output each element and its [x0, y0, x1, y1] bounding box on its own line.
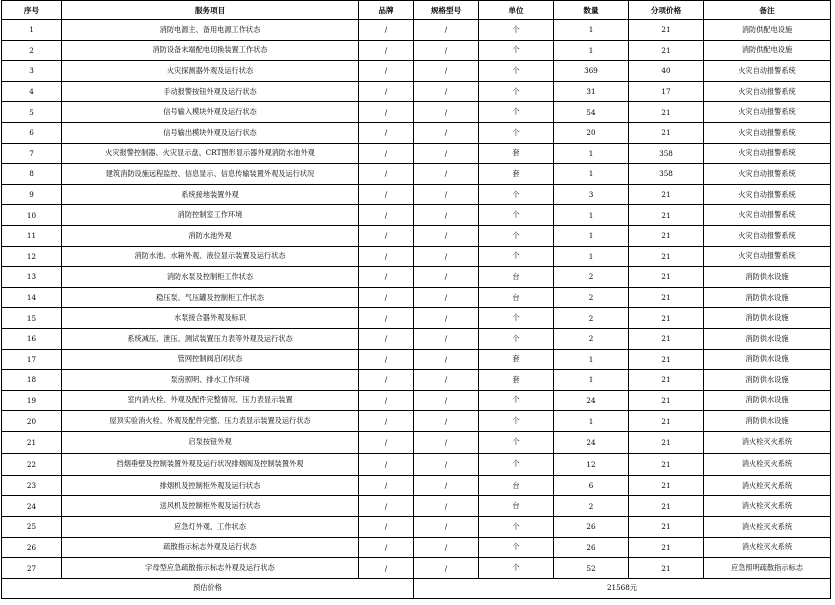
cell-brand: / [359, 225, 414, 246]
cell-note: 火灾自动报警系统 [704, 205, 831, 226]
cell-model: / [414, 308, 479, 329]
cell-brand: / [359, 205, 414, 226]
table-row [2, 370, 831, 391]
cell-brand: / [359, 164, 414, 185]
table-row [2, 287, 831, 308]
cell-brand: / [359, 558, 414, 579]
cell-unit: 个 [479, 328, 554, 349]
table-row [2, 40, 831, 61]
cell-brand: / [359, 496, 414, 517]
cell-price: 21 [629, 453, 704, 475]
cell-note: 消防供水设施 [704, 349, 831, 370]
cell-price: 21 [629, 184, 704, 205]
table-row [2, 308, 831, 329]
cell-brand: / [359, 267, 414, 288]
cell-no: 2 [2, 40, 62, 61]
cell-item: 应急灯外观、工作状态 [62, 517, 359, 538]
cell-note: 消火栓灭火系统 [704, 517, 831, 538]
cell-qty: 1 [554, 164, 629, 185]
cell-note: 消防供配电设施 [704, 20, 831, 41]
cell-item: 消防水池外观 [62, 225, 359, 246]
cell-model: / [414, 81, 479, 102]
cell-note: 消防供水设施 [704, 390, 831, 411]
cell-model: / [414, 390, 479, 411]
cell-model: / [414, 411, 479, 432]
cell-brand: / [359, 20, 414, 41]
cell-unit: 个 [479, 122, 554, 143]
cell-price: 21 [629, 20, 704, 41]
cell-item: 字母型应急疏散指示标志外观及运行状态 [62, 558, 359, 579]
header-qty: 数量 [554, 1, 629, 20]
cell-price: 21 [629, 287, 704, 308]
cell-price: 21 [629, 390, 704, 411]
cell-qty: 31 [554, 81, 629, 102]
cell-model: / [414, 20, 479, 41]
cell-model: / [414, 496, 479, 517]
cell-brand: / [359, 517, 414, 538]
cell-qty: 2 [554, 308, 629, 329]
table-row [2, 267, 831, 288]
cell-qty: 1 [554, 349, 629, 370]
cell-unit: 台 [479, 475, 554, 496]
cell-qty: 52 [554, 558, 629, 579]
cell-note: 消火栓灭火系统 [704, 453, 831, 475]
cell-qty: 26 [554, 537, 629, 558]
cell-qty: 12 [554, 453, 629, 475]
cell-price: 21 [629, 517, 704, 538]
cell-qty: 1 [554, 143, 629, 164]
table-row [2, 411, 831, 432]
cell-no: 27 [2, 558, 62, 579]
cell-note: 消防供水设施 [704, 411, 831, 432]
cell-no: 5 [2, 102, 62, 123]
cell-no: 23 [2, 475, 62, 496]
cell-unit: 个 [479, 453, 554, 475]
cell-price: 21 [629, 349, 704, 370]
cell-model: / [414, 453, 479, 475]
cell-unit: 套 [479, 143, 554, 164]
cell-qty: 369 [554, 61, 629, 82]
table-row [2, 184, 831, 205]
cell-unit: 台 [479, 287, 554, 308]
cell-brand: / [359, 537, 414, 558]
cell-note: 消防供水设施 [704, 370, 831, 391]
cell-item: 信号输出模块外观及运行状态 [62, 122, 359, 143]
table-row [2, 558, 831, 579]
cell-price: 21 [629, 328, 704, 349]
table-row [2, 390, 831, 411]
cell-no: 18 [2, 370, 62, 391]
cell-model: / [414, 370, 479, 391]
cell-price: 358 [629, 143, 704, 164]
table-row [2, 475, 831, 496]
cell-price: 21 [629, 267, 704, 288]
table-body [2, 20, 831, 579]
cell-qty: 1 [554, 205, 629, 226]
cell-unit: 个 [479, 431, 554, 453]
cell-model: / [414, 184, 479, 205]
cell-note: 火灾自动报警系统 [704, 164, 831, 185]
cell-item: 火灾探测器外观及运行状态 [62, 61, 359, 82]
cell-item: 火灾报警控制器、火灾显示盘、CRT图形显示器外观消防水池外观 [62, 143, 359, 164]
cell-note: 火灾自动报警系统 [704, 184, 831, 205]
cell-price: 21 [629, 496, 704, 517]
cell-qty: 3 [554, 184, 629, 205]
cell-brand: / [359, 390, 414, 411]
cell-note: 消火栓灭火系统 [704, 431, 831, 453]
table-row [2, 349, 831, 370]
cell-unit: 台 [479, 496, 554, 517]
table-row [2, 20, 831, 41]
cell-price: 21 [629, 558, 704, 579]
cell-note: 消防供配电设施 [704, 40, 831, 61]
cell-brand: / [359, 61, 414, 82]
cell-unit: 个 [479, 81, 554, 102]
cell-qty: 26 [554, 517, 629, 538]
cell-item: 消防控制室工作环境 [62, 205, 359, 226]
cell-no: 3 [2, 61, 62, 82]
cell-unit: 个 [479, 61, 554, 82]
cell-brand: / [359, 349, 414, 370]
cell-price: 21 [629, 308, 704, 329]
cell-no: 8 [2, 164, 62, 185]
cell-price: 21 [629, 246, 704, 267]
cell-price: 21 [629, 431, 704, 453]
header-unit: 单位 [479, 1, 554, 20]
cell-item: 泵房照明、排水工作环境 [62, 370, 359, 391]
cell-qty: 1 [554, 246, 629, 267]
cell-model: / [414, 475, 479, 496]
cell-item: 建筑消防设施远程监控、信息显示、信息传输装置外观及运行状况 [62, 164, 359, 185]
cell-model: / [414, 537, 479, 558]
cell-note: 火灾自动报警系统 [704, 225, 831, 246]
cell-brand: / [359, 81, 414, 102]
cell-no: 26 [2, 537, 62, 558]
cell-qty: 2 [554, 267, 629, 288]
table-row [2, 122, 831, 143]
header-no: 序号 [2, 1, 62, 20]
cell-brand: / [359, 328, 414, 349]
cell-item: 管网控制阀启闭状态 [62, 349, 359, 370]
cell-unit: 个 [479, 308, 554, 329]
cell-unit: 套 [479, 164, 554, 185]
cell-qty: 6 [554, 475, 629, 496]
cell-item: 排烟机及控制柜外观及运行状态 [62, 475, 359, 496]
footer-label: 预估价格 [2, 578, 414, 598]
table-row [2, 102, 831, 123]
cell-qty: 24 [554, 431, 629, 453]
cell-brand: / [359, 122, 414, 143]
header-item: 服务项目 [62, 1, 359, 20]
table-row [2, 81, 831, 102]
header-row [2, 1, 831, 20]
header-price: 分项价格 [629, 1, 704, 20]
cell-brand: / [359, 143, 414, 164]
cell-no: 17 [2, 349, 62, 370]
cell-unit: 个 [479, 40, 554, 61]
cell-no: 24 [2, 496, 62, 517]
cell-note: 消防供水设施 [704, 267, 831, 288]
cell-price: 21 [629, 102, 704, 123]
cell-item: 稳压泵、气压罐及控制柜工作状态 [62, 287, 359, 308]
cell-model: / [414, 558, 479, 579]
cell-brand: / [359, 308, 414, 329]
header-model: 规格型号 [414, 1, 479, 20]
cell-brand: / [359, 475, 414, 496]
cell-no: 11 [2, 225, 62, 246]
cell-note: 消火栓灭火系统 [704, 475, 831, 496]
cell-qty: 54 [554, 102, 629, 123]
cell-brand: / [359, 184, 414, 205]
cell-no: 10 [2, 205, 62, 226]
cell-qty: 1 [554, 411, 629, 432]
cell-model: / [414, 205, 479, 226]
cell-item: 消防水泵及控制柜工作状态 [62, 267, 359, 288]
cell-note: 火灾自动报警系统 [704, 61, 831, 82]
table-row [2, 143, 831, 164]
cell-note: 消防供水设施 [704, 308, 831, 329]
cell-note: 消火栓灭火系统 [704, 537, 831, 558]
cell-qty: 2 [554, 328, 629, 349]
cell-no: 19 [2, 390, 62, 411]
cell-qty: 1 [554, 225, 629, 246]
cell-qty: 20 [554, 122, 629, 143]
cell-qty: 1 [554, 20, 629, 41]
table-row [2, 328, 831, 349]
cell-no: 7 [2, 143, 62, 164]
cell-price: 21 [629, 225, 704, 246]
cell-item: 屋顶实验消火栓、外观及配件完整、压力表显示装置及运行状态 [62, 411, 359, 432]
cell-model: / [414, 164, 479, 185]
cell-unit: 个 [479, 184, 554, 205]
cell-price: 358 [629, 164, 704, 185]
table-row [2, 164, 831, 185]
cell-model: / [414, 328, 479, 349]
cell-qty: 1 [554, 370, 629, 391]
cell-unit: 个 [479, 558, 554, 579]
header-brand: 品牌 [359, 1, 414, 20]
cell-model: / [414, 349, 479, 370]
cell-no: 25 [2, 517, 62, 538]
cell-brand: / [359, 246, 414, 267]
cell-unit: 个 [479, 20, 554, 41]
cell-unit: 台 [479, 267, 554, 288]
table-row [2, 225, 831, 246]
cell-unit: 个 [479, 411, 554, 432]
cell-item: 手动报警按钮外观及运行状态 [62, 81, 359, 102]
cell-no: 4 [2, 81, 62, 102]
cell-note: 火灾自动报警系统 [704, 102, 831, 123]
cell-unit: 个 [479, 390, 554, 411]
cell-no: 12 [2, 246, 62, 267]
cell-brand: / [359, 370, 414, 391]
cell-no: 9 [2, 184, 62, 205]
table-row [2, 61, 831, 82]
cell-price: 21 [629, 122, 704, 143]
cell-no: 22 [2, 453, 62, 475]
cell-model: / [414, 143, 479, 164]
table-row [2, 496, 831, 517]
cell-price: 40 [629, 61, 704, 82]
cell-unit: 套 [479, 349, 554, 370]
cell-item: 消防设备末端配电切换装置工作状态 [62, 40, 359, 61]
cell-qty: 1 [554, 40, 629, 61]
cell-item: 消防电源主、备用电源工作状态 [62, 20, 359, 41]
cell-item: 信号输入模块外观及运行状态 [62, 102, 359, 123]
cell-price: 17 [629, 81, 704, 102]
cell-item: 系统减压、泄压、测试装置压力表等外观及运行状态 [62, 328, 359, 349]
cell-unit: 个 [479, 517, 554, 538]
cell-unit: 个 [479, 225, 554, 246]
cell-brand: / [359, 411, 414, 432]
table-row [2, 246, 831, 267]
cell-model: / [414, 61, 479, 82]
cell-brand: / [359, 453, 414, 475]
cell-qty: 2 [554, 287, 629, 308]
cell-note: 消防供水设施 [704, 328, 831, 349]
cell-model: / [414, 225, 479, 246]
cell-model: / [414, 267, 479, 288]
cell-brand: / [359, 40, 414, 61]
cell-model: / [414, 40, 479, 61]
cell-note: 火灾自动报警系统 [704, 81, 831, 102]
cell-unit: 个 [479, 102, 554, 123]
cell-brand: / [359, 102, 414, 123]
cell-model: / [414, 517, 479, 538]
cell-unit: 套 [479, 370, 554, 391]
cell-no: 20 [2, 411, 62, 432]
cell-item: 室内消火栓、外观及配件完整情况、压力表显示装置 [62, 390, 359, 411]
cell-no: 15 [2, 308, 62, 329]
cell-item: 系统接地装置外观 [62, 184, 359, 205]
cell-qty: 2 [554, 496, 629, 517]
cell-no: 13 [2, 267, 62, 288]
cell-note: 火灾自动报警系统 [704, 246, 831, 267]
cell-note: 消防供水设施 [704, 287, 831, 308]
cell-item: 挡烟垂壁及控制装置外观及运行状况排烟阀及控制装置外观 [62, 453, 359, 475]
cell-note: 火灾自动报警系统 [704, 143, 831, 164]
cell-no: 1 [2, 20, 62, 41]
cell-no: 6 [2, 122, 62, 143]
cell-model: / [414, 431, 479, 453]
cell-item: 疏散指示标志外观及运行状态 [62, 537, 359, 558]
table-row [2, 205, 831, 226]
table-row [2, 537, 831, 558]
cell-note: 消火栓灭火系统 [704, 496, 831, 517]
cell-no: 16 [2, 328, 62, 349]
service-price-table [1, 0, 831, 599]
header-note: 备注 [704, 1, 831, 20]
cell-price: 21 [629, 205, 704, 226]
cell-price: 21 [629, 40, 704, 61]
footer-value: 21568元 [414, 578, 831, 598]
cell-no: 21 [2, 431, 62, 453]
cell-price: 21 [629, 370, 704, 391]
cell-model: / [414, 122, 479, 143]
cell-note: 火灾自动报警系统 [704, 122, 831, 143]
cell-note: 应急照明疏散指示标志 [704, 558, 831, 579]
cell-brand: / [359, 287, 414, 308]
footer-row [2, 578, 831, 598]
cell-brand: / [359, 431, 414, 453]
cell-item: 消防水池、水箱外观、液位显示装置及运行状态 [62, 246, 359, 267]
cell-qty: 24 [554, 390, 629, 411]
cell-unit: 个 [479, 205, 554, 226]
cell-item: 启泵按钮外观 [62, 431, 359, 453]
table-row [2, 517, 831, 538]
cell-price: 21 [629, 475, 704, 496]
cell-item: 送风机及控制柜外观及运行状态 [62, 496, 359, 517]
cell-price: 21 [629, 411, 704, 432]
cell-price: 21 [629, 537, 704, 558]
cell-unit: 个 [479, 537, 554, 558]
cell-model: / [414, 102, 479, 123]
table-row [2, 453, 831, 475]
cell-model: / [414, 246, 479, 267]
cell-item: 水泵接合器外观及标识 [62, 308, 359, 329]
cell-unit: 个 [479, 246, 554, 267]
cell-no: 14 [2, 287, 62, 308]
cell-model: / [414, 287, 479, 308]
table-row [2, 431, 831, 453]
